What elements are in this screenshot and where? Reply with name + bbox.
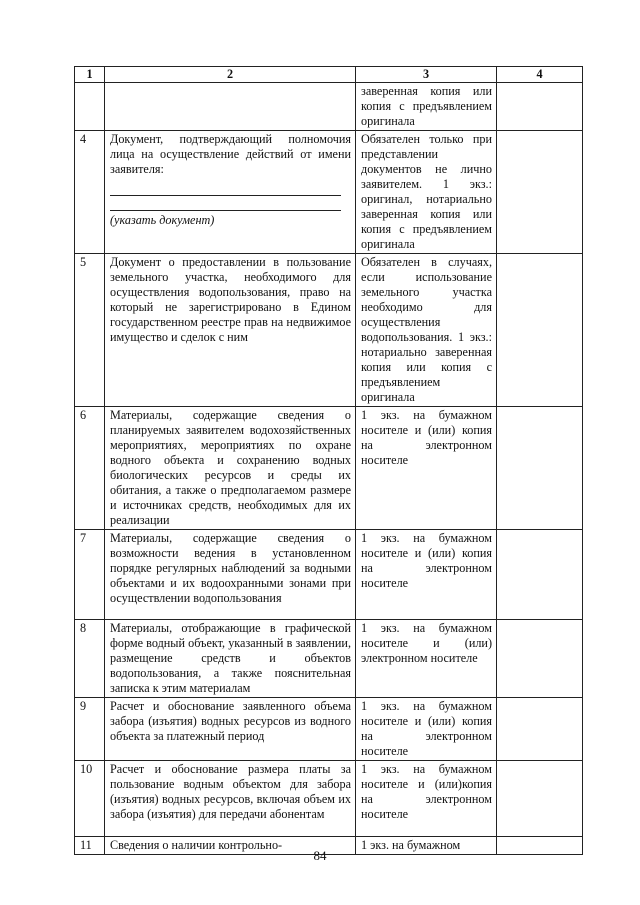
row-condition: заверенная копия или копия с предъявлением оригинала — [356, 83, 497, 131]
row-number: 5 — [75, 254, 105, 407]
row-condition: 1 экз. на бумажном носителе и (или) копия на электронном носителе — [356, 530, 497, 620]
row-note — [497, 530, 583, 620]
row-description-text: Документ, подтверждающий полномочия лица на осуществление действий от имени заявителя: — [110, 132, 351, 176]
row-number: 9 — [75, 698, 105, 761]
row-description: Материалы, отображающие в графической форме водный объект, указанный в заявлении, размещение средств и объектов водопользования, а также пояснительная записка к этим материалам — [105, 620, 356, 698]
header-col-1: 1 — [75, 67, 105, 83]
row-number: 8 — [75, 620, 105, 698]
table-row — [75, 698, 583, 761]
row-note — [497, 620, 583, 698]
table-row — [75, 761, 583, 837]
row-condition: 1 экз. на бумажном носителе и (или) копия на электронном носителе — [356, 698, 497, 761]
row-condition: 1 экз. на бумажном носителе и (или) электронном носителе — [356, 620, 497, 698]
row-description — [105, 131, 356, 254]
fill-in-line — [110, 196, 341, 211]
specify-document-caption: (указать документ) — [110, 213, 215, 227]
row-description — [105, 83, 356, 131]
row-description: Сведения о наличии контрольно- — [105, 837, 356, 855]
documents-table — [74, 66, 583, 855]
row-number: 10 — [75, 761, 105, 837]
row-note — [497, 131, 583, 254]
row-condition: 1 экз. на бумажном носителе и (или)копия на электронном носителе — [356, 761, 497, 837]
page-number: 84 — [313, 848, 327, 863]
row-description: Материалы, содержащие сведения о возможности ведения в установленном порядке регулярных наблюдений за водными объектами и их водоохранными зонами при осуществлении водопользования — [105, 530, 356, 620]
table-row — [75, 131, 583, 254]
row-number: 4 — [75, 131, 105, 254]
row-description: Документ о предоставлении в пользование земельного участка, необходимого для осуществления водопользования, право на который не зарегистрировано в Едином государственном реестре прав на недвижимое имущество и сделок с ним — [105, 254, 356, 407]
row-note — [497, 698, 583, 761]
row-number: 11 — [75, 837, 105, 855]
header-col-2: 2 — [105, 67, 356, 83]
row-description: Расчет и обоснование размера платы за пользование водным объектом для забора (изъятия) водных ресурсов, включая объем их забора (изъятия) для передачи абонентам — [105, 761, 356, 837]
row-condition: 1 экз. на бумажном — [356, 837, 497, 855]
table-row — [75, 407, 583, 530]
table-row — [75, 620, 583, 698]
row-note — [497, 407, 583, 530]
table-row — [75, 254, 583, 407]
row-note — [497, 254, 583, 407]
table-row — [75, 530, 583, 620]
row-description: Расчет и обоснование заявленного объема забора (изъятия) водных ресурсов из водного объекта за платежный период — [105, 698, 356, 761]
row-description: Материалы, содержащие сведения о планируемых заявителем водохозяйственных мероприятиях, мероприятиях по охране водного объекта и сохранению водных биологических ресурсов и среды их обитания, а также о предполагаемом размере и источниках средств, необходимых для их реализации — [105, 407, 356, 530]
table-row — [75, 83, 583, 131]
row-condition: Обязателен в случаях, если использование земельного участка необходимо для осуществления водопользования. 1 экз.: нотариально заверенная копия или копия с предъявлением оригинала — [356, 254, 497, 407]
fill-in-line — [110, 181, 341, 196]
row-number — [75, 83, 105, 131]
table-header-row — [75, 67, 583, 83]
row-note — [497, 761, 583, 837]
header-col-3: 3 — [356, 67, 497, 83]
row-condition: 1 экз. на бумажном носителе и (или) копия на электронном носителе — [356, 407, 497, 530]
row-number: 6 — [75, 407, 105, 530]
row-note — [497, 83, 583, 131]
row-condition: Обязателен только при представлении документов не лично заявителем. 1 экз.: оригинал, нотариально заверенная копия или копия с предъявлением оригинала — [356, 131, 497, 254]
row-number: 7 — [75, 530, 105, 620]
header-col-4: 4 — [497, 67, 583, 83]
